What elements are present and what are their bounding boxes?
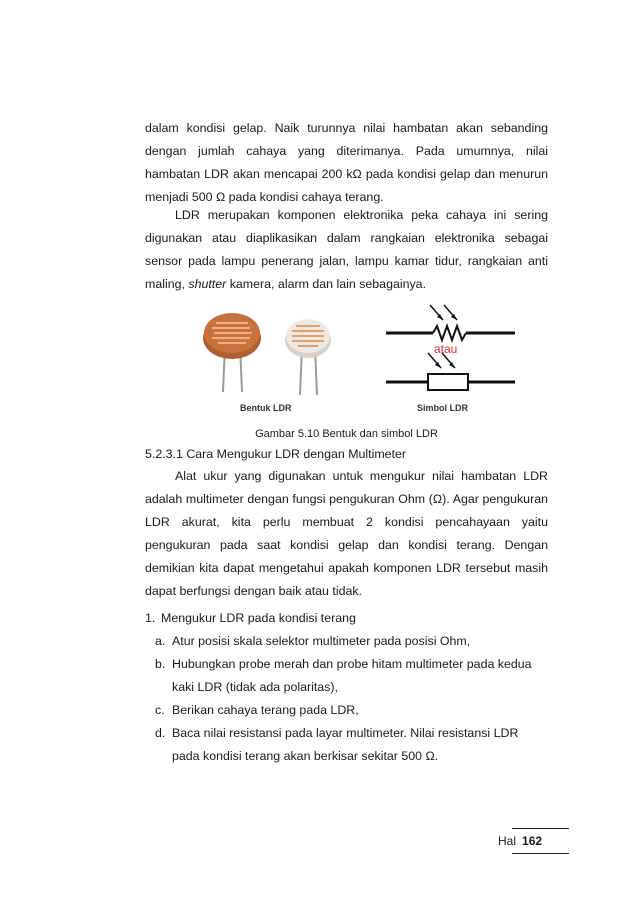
- list-item-text: Atur posisi skala selektor multimeter pada posisi Ohm,: [172, 634, 471, 648]
- list-title: [145, 607, 548, 630]
- list-item: [145, 653, 548, 699]
- section-heading: 5.2.3.1 Cara Mengukur LDR dengan Multimeter: [145, 447, 407, 461]
- list-item: [145, 699, 548, 722]
- list-item: [145, 630, 548, 653]
- list-item-text: Berikan cahaya terang pada LDR,: [172, 703, 359, 717]
- paragraph-text: LDR merupakan komponen elektronika peka cahaya ini sering digunakan atau diaplikasikan dalam rangkaian elektronika sebagai sensor pada lampu penerang jalan, lampu kamar tidur, rangkaian anti maling,: [145, 208, 548, 291]
- page-footer: [498, 834, 542, 848]
- list-letter: c.: [155, 703, 165, 717]
- simbol-ldr-label: Simbol LDR: [417, 403, 468, 413]
- footer-label: Hal: [498, 834, 517, 848]
- ldr-photo-small: [285, 319, 331, 395]
- list-item-text: Baca nilai resistansi pada layar multimeter. Nilai resistansi LDR pada kondisi terang akan berkisar sekitar 500 Ω.: [172, 726, 519, 763]
- measurement-steps-list: [145, 607, 548, 768]
- italic-term: shutter: [188, 277, 227, 291]
- ldr-figure: [200, 300, 520, 420]
- ldr-symbol-zigzag: [386, 305, 515, 340]
- paragraph-ldr-resistance: dalam kondisi gelap. Naik turunnya nilai hambatan akan sebanding dengan jumlah cahaya yang diterimanya. Pada umumnya, nilai hambatan LDR akan mencapai 200 kΩ pada kondisi gelap dan menurun menjadi 500 Ω pada kondisi cahaya terang.: [145, 121, 548, 204]
- figure-caption: Gambar 5.10 Bentuk dan simbol LDR: [255, 428, 438, 440]
- list-title-text: Mengukur LDR pada kondisi terang: [161, 611, 356, 625]
- list-letter: a.: [155, 634, 166, 648]
- list-letter: b.: [155, 657, 166, 671]
- atau-label: atau: [434, 342, 458, 356]
- footer-divider: [512, 853, 569, 854]
- ldr-photo-large: [203, 313, 261, 392]
- footer-divider: [512, 828, 569, 829]
- list-letter: d.: [155, 726, 166, 740]
- paragraph-ldr-applications: [145, 204, 548, 296]
- paragraph-text: kamera, alarm dan lain sebagainya.: [226, 277, 427, 291]
- bentuk-ldr-label: Bentuk LDR: [240, 403, 292, 413]
- ldr-symbol-box: [386, 353, 515, 390]
- list-item: [145, 722, 548, 768]
- page-number: 162: [522, 834, 543, 848]
- list-item-text: Hubungkan probe merah dan probe hitam multimeter pada kedua kaki LDR (tidak ada polaritas),: [172, 657, 532, 694]
- list-number: 1.: [145, 611, 156, 625]
- paragraph-measuring: Alat ukur yang digunakan untuk mengukur nilai hambatan LDR adalah multimeter dengan fungsi pengukuran Ohm (Ω). Agar pengukuran LDR akurat, kita perlu membuat 2 kondisi pencahayaan yaitu pengukuran pada saat kondisi gelap dan kondisi terang. Dengan demikian kita dapat mengetahui apakah komponen LDR tersebut masih dapat berfungsi dengan baik atau tidak.: [145, 469, 548, 598]
